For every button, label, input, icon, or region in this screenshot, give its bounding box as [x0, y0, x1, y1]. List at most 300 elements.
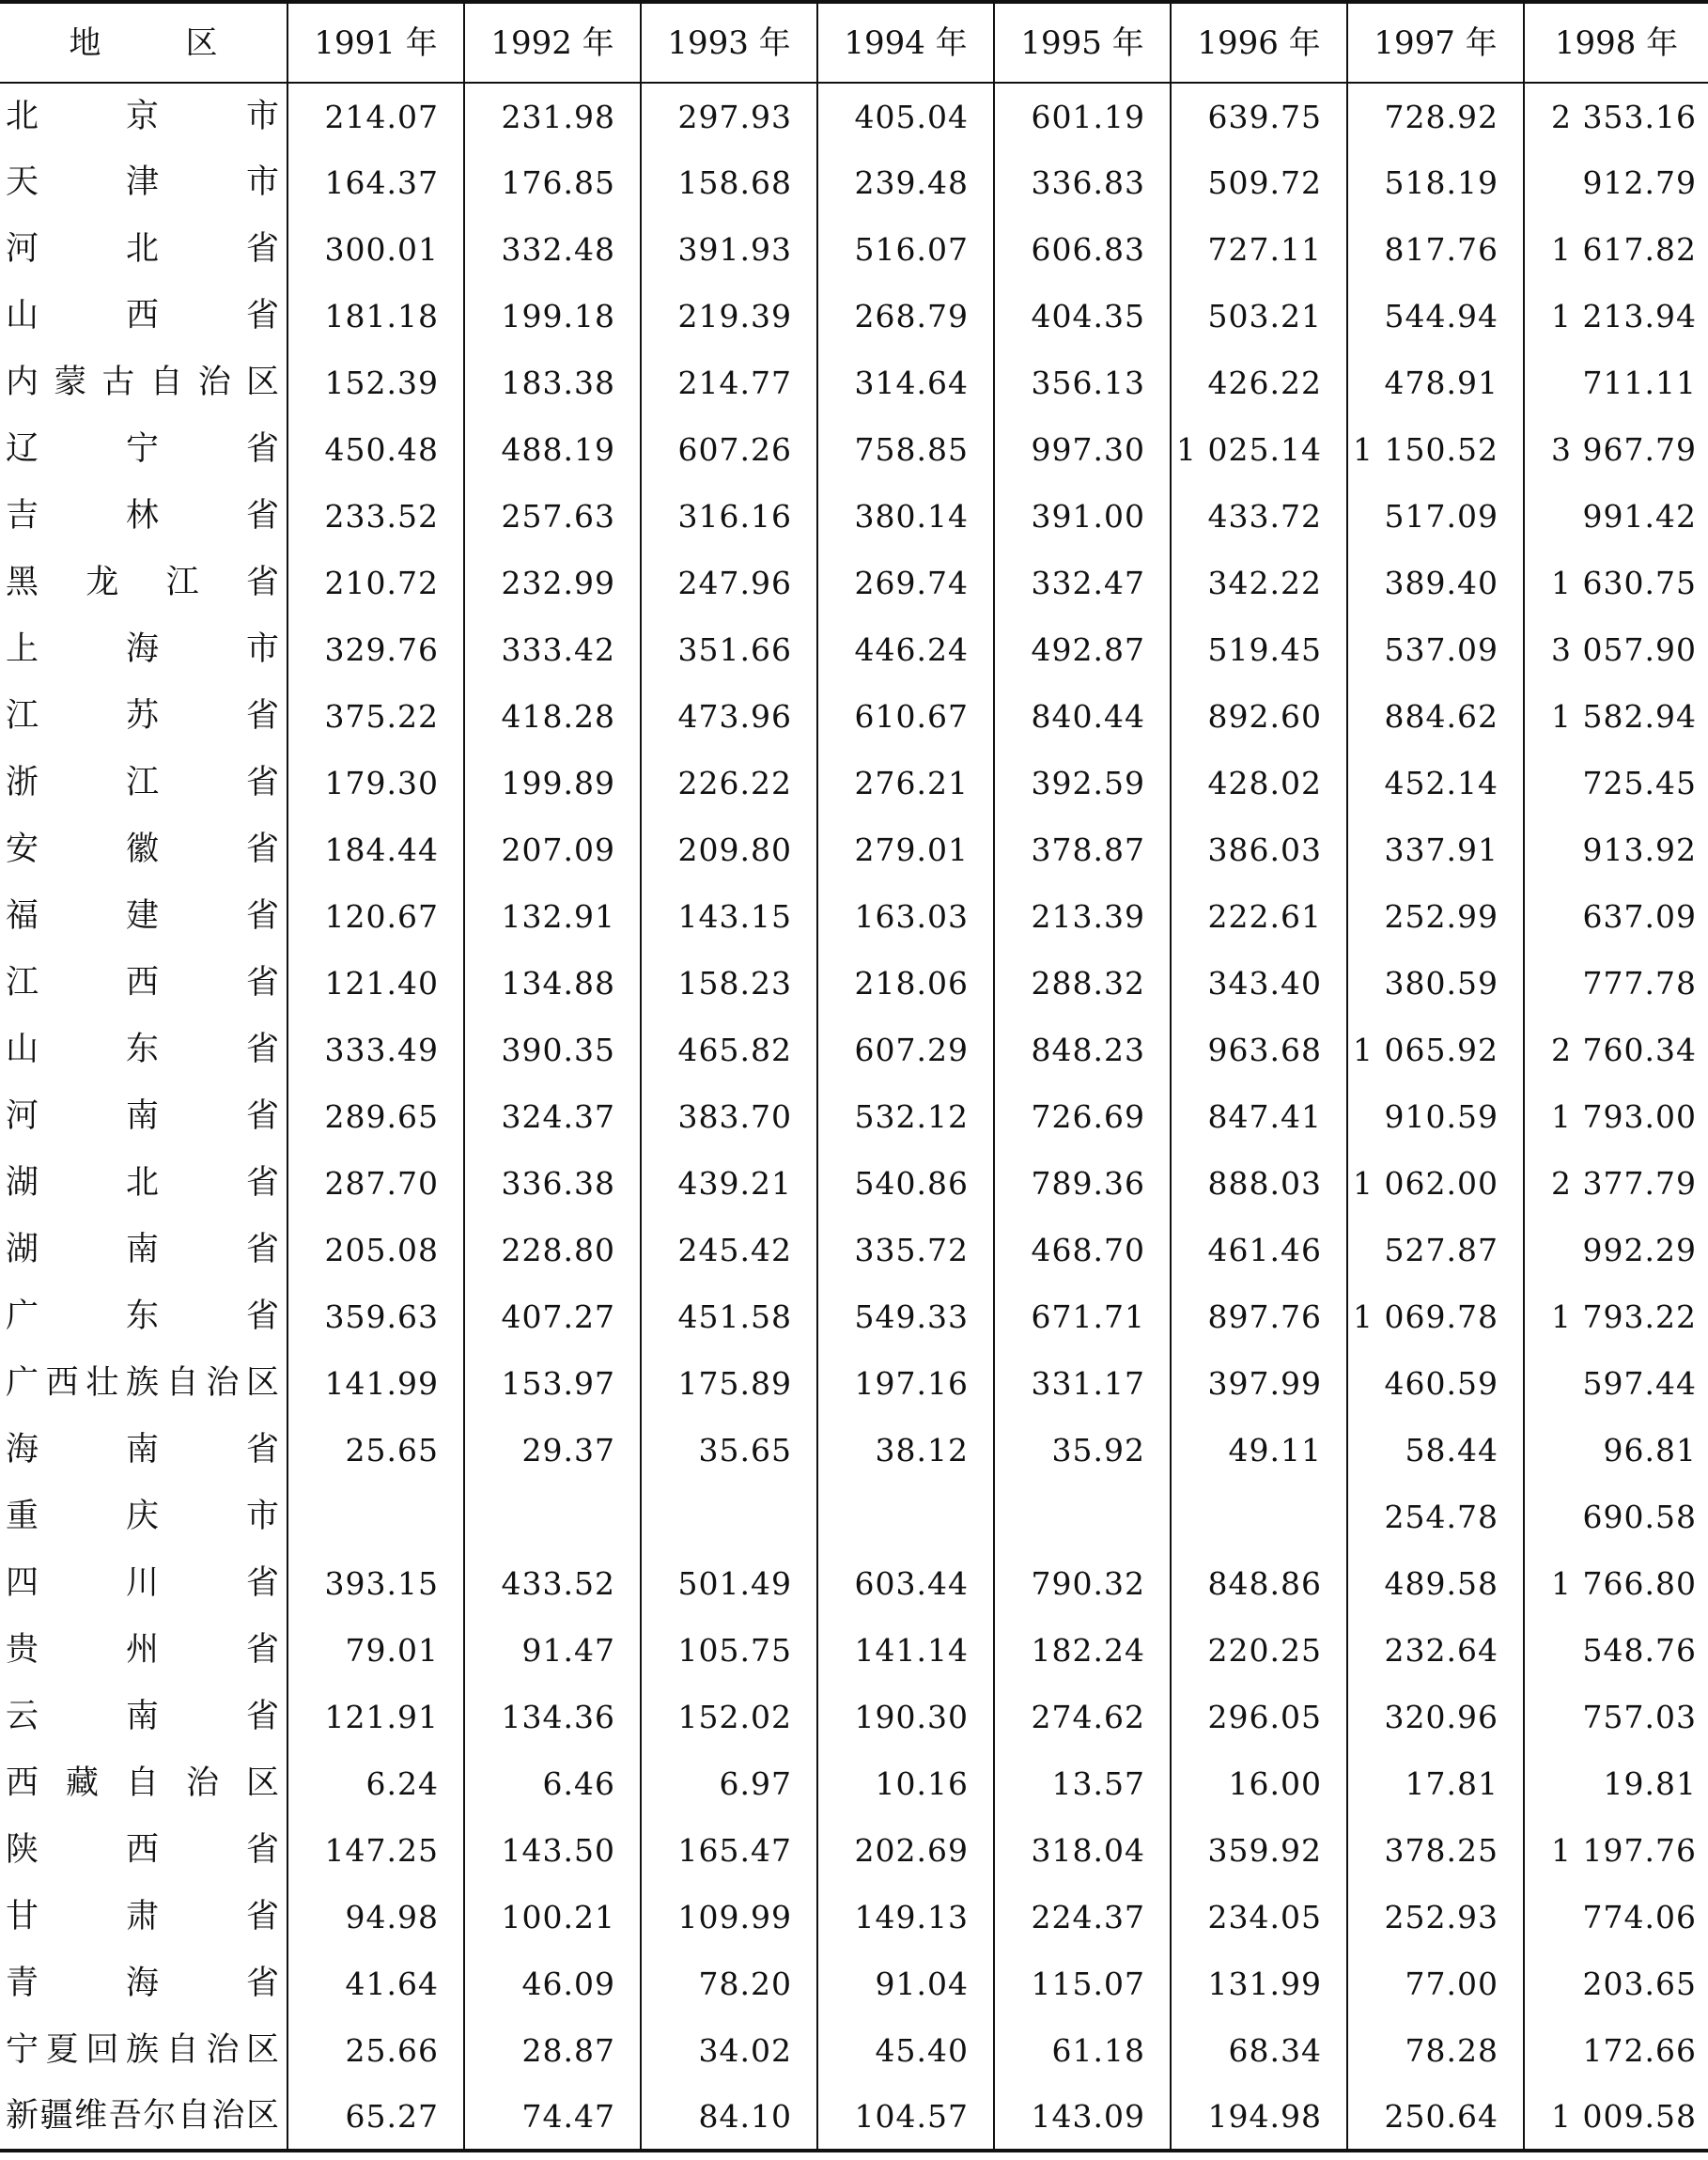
table-row — [0, 1550, 1708, 1617]
value-cell: 758.85 — [817, 416, 994, 483]
value-cell: 25.65 — [287, 1417, 464, 1484]
table-body — [0, 83, 1708, 2151]
value-cell: 68.34 — [1171, 2017, 1347, 2084]
year-column-header: 1991 年 — [287, 2, 464, 83]
value-cell: 848.23 — [994, 1017, 1171, 1083]
value-cell: 245.42 — [641, 1217, 817, 1283]
value-cell: 359.92 — [1171, 1817, 1347, 1884]
table-row — [0, 350, 1708, 416]
value-cell: 231.98 — [464, 83, 641, 149]
value-cell: 847.41 — [1171, 1083, 1347, 1150]
value-cell: 840.44 — [994, 683, 1171, 750]
value-cell: 197.16 — [817, 1350, 994, 1417]
value-cell: 426.22 — [1171, 350, 1347, 416]
value-cell: 41.64 — [287, 1950, 464, 2017]
value-cell: 143.15 — [641, 883, 817, 950]
value-cell: 997.30 — [994, 416, 1171, 483]
table-row — [0, 750, 1708, 816]
value-cell: 104.57 — [817, 2084, 994, 2151]
value-cell — [464, 1484, 641, 1550]
value-cell: 336.83 — [994, 149, 1171, 216]
value-cell: 375.22 — [287, 683, 464, 750]
value-cell: 992.29 — [1524, 1217, 1708, 1283]
value-cell: 518.19 — [1347, 149, 1524, 216]
value-cell: 509.72 — [1171, 149, 1347, 216]
value-cell — [641, 1484, 817, 1550]
value-cell: 727.11 — [1171, 216, 1347, 283]
value-cell: 492.87 — [994, 616, 1171, 683]
region-name-cell: 黑龙江省 — [6, 564, 279, 601]
value-cell: 468.70 — [994, 1217, 1171, 1283]
table-row — [0, 1617, 1708, 1684]
value-cell: 1 793.22 — [1524, 1283, 1708, 1350]
value-cell: 517.09 — [1347, 483, 1524, 550]
value-cell: 389.40 — [1347, 550, 1524, 616]
table-row — [0, 483, 1708, 550]
value-cell: 300.01 — [287, 216, 464, 283]
value-cell: 115.07 — [994, 1950, 1171, 2017]
value-cell: 335.72 — [817, 1217, 994, 1283]
table-row — [0, 2084, 1708, 2151]
value-cell: 232.64 — [1347, 1617, 1524, 1684]
region-name-cell: 辽宁省 — [6, 430, 279, 468]
value-cell: 121.91 — [287, 1684, 464, 1750]
value-cell: 1 025.14 — [1171, 416, 1347, 483]
value-cell: 35.92 — [994, 1417, 1171, 1484]
value-cell: 991.42 — [1524, 483, 1708, 550]
table-row — [0, 1684, 1708, 1750]
value-cell: 380.59 — [1347, 950, 1524, 1017]
value-cell: 404.35 — [994, 283, 1171, 350]
value-cell: 532.12 — [817, 1083, 994, 1150]
value-cell: 601.19 — [994, 83, 1171, 149]
value-cell: 257.63 — [464, 483, 641, 550]
table-row — [0, 283, 1708, 350]
value-cell: 1 213.94 — [1524, 283, 1708, 350]
table-row — [0, 1017, 1708, 1083]
table-row — [0, 1350, 1708, 1417]
value-cell: 478.91 — [1347, 350, 1524, 416]
value-cell: 13.57 — [994, 1750, 1171, 1817]
value-cell: 848.86 — [1171, 1550, 1347, 1617]
value-cell: 318.04 — [994, 1817, 1171, 1884]
table-row — [0, 1417, 1708, 1484]
value-cell: 711.11 — [1524, 350, 1708, 416]
value-cell: 190.30 — [817, 1684, 994, 1750]
value-cell: 324.37 — [464, 1083, 641, 1150]
value-cell: 91.04 — [817, 1950, 994, 2017]
value-cell: 342.22 — [1171, 550, 1347, 616]
value-cell: 332.47 — [994, 550, 1171, 616]
value-cell: 726.69 — [994, 1083, 1171, 1150]
region-name-cell: 广东省 — [6, 1298, 279, 1335]
value-cell: 183.38 — [464, 350, 641, 416]
table-row — [0, 550, 1708, 616]
value-cell: 1 069.78 — [1347, 1283, 1524, 1350]
year-column-header: 1994 年 — [817, 2, 994, 83]
value-cell: 165.47 — [641, 1817, 817, 1884]
value-cell: 897.76 — [1171, 1283, 1347, 1350]
value-cell: 268.79 — [817, 283, 994, 350]
year-column-header: 1995 年 — [994, 2, 1171, 83]
value-cell: 1 630.75 — [1524, 550, 1708, 616]
value-cell: 549.33 — [817, 1283, 994, 1350]
value-cell: 131.99 — [1171, 1950, 1347, 2017]
value-cell: 380.14 — [817, 483, 994, 550]
value-cell: 134.36 — [464, 1684, 641, 1750]
value-cell: 158.68 — [641, 149, 817, 216]
value-cell: 329.76 — [287, 616, 464, 683]
value-cell: 46.09 — [464, 1950, 641, 2017]
value-cell: 912.79 — [1524, 149, 1708, 216]
value-cell: 391.00 — [994, 483, 1171, 550]
region-name-cell: 河北省 — [6, 230, 279, 268]
value-cell: 224.37 — [994, 1884, 1171, 1950]
value-cell: 153.97 — [464, 1350, 641, 1417]
value-cell: 433.52 — [464, 1550, 641, 1617]
value-cell: 1 062.00 — [1347, 1150, 1524, 1217]
value-cell: 228.80 — [464, 1217, 641, 1283]
value-cell: 336.38 — [464, 1150, 641, 1217]
region-name-cell: 西藏自治区 — [6, 1764, 279, 1802]
region-header-char-2: 区 — [185, 23, 218, 62]
value-cell: 383.70 — [641, 1083, 817, 1150]
region-name-cell: 北京市 — [6, 97, 279, 135]
table-row — [0, 1217, 1708, 1283]
value-cell: 637.09 — [1524, 883, 1708, 950]
value-cell: 1 793.00 — [1524, 1083, 1708, 1150]
value-cell: 164.37 — [287, 149, 464, 216]
value-cell: 250.64 — [1347, 2084, 1524, 2151]
value-cell: 6.97 — [641, 1750, 817, 1817]
value-cell: 757.03 — [1524, 1684, 1708, 1750]
value-cell: 74.47 — [464, 2084, 641, 2151]
value-cell: 450.48 — [287, 416, 464, 483]
value-cell: 279.01 — [817, 816, 994, 883]
value-cell: 473.96 — [641, 683, 817, 750]
value-cell: 287.70 — [287, 1150, 464, 1217]
value-cell — [1171, 1484, 1347, 1550]
value-cell: 218.06 — [817, 950, 994, 1017]
value-cell: 606.83 — [994, 216, 1171, 283]
value-cell: 2 353.16 — [1524, 83, 1708, 149]
value-cell: 176.85 — [464, 149, 641, 216]
value-cell: 333.42 — [464, 616, 641, 683]
value-cell: 544.94 — [1347, 283, 1524, 350]
value-cell: 207.09 — [464, 816, 641, 883]
value-cell: 465.82 — [641, 1017, 817, 1083]
value-cell: 884.62 — [1347, 683, 1524, 750]
value-cell: 247.96 — [641, 550, 817, 616]
value-cell: 439.21 — [641, 1150, 817, 1217]
value-cell: 777.78 — [1524, 950, 1708, 1017]
value-cell: 79.01 — [287, 1617, 464, 1684]
region-name-cell: 湖北省 — [6, 1164, 279, 1202]
value-cell: 203.65 — [1524, 1950, 1708, 2017]
value-cell: 1 009.58 — [1524, 2084, 1708, 2151]
value-cell: 963.68 — [1171, 1017, 1347, 1083]
value-cell: 214.07 — [287, 83, 464, 149]
value-cell: 537.09 — [1347, 616, 1524, 683]
region-name-cell: 安徽省 — [6, 831, 279, 868]
value-cell: 120.67 — [287, 883, 464, 950]
table-row — [0, 416, 1708, 483]
value-cell: 1 617.82 — [1524, 216, 1708, 283]
value-cell: 1 582.94 — [1524, 683, 1708, 750]
value-cell: 428.02 — [1171, 750, 1347, 816]
value-cell: 489.58 — [1347, 1550, 1524, 1617]
value-cell: 226.22 — [641, 750, 817, 816]
value-cell: 331.17 — [994, 1350, 1171, 1417]
value-cell: 141.14 — [817, 1617, 994, 1684]
value-cell: 359.63 — [287, 1283, 464, 1350]
value-cell: 527.87 — [1347, 1217, 1524, 1283]
region-name-cell: 陕西省 — [6, 1831, 279, 1869]
value-cell: 639.75 — [1171, 83, 1347, 149]
table-row — [0, 616, 1708, 683]
value-cell: 274.62 — [994, 1684, 1171, 1750]
value-cell: 182.24 — [994, 1617, 1171, 1684]
region-name-cell: 湖南省 — [6, 1231, 279, 1268]
value-cell: 332.48 — [464, 216, 641, 283]
value-cell: 540.86 — [817, 1150, 994, 1217]
value-cell: 607.26 — [641, 416, 817, 483]
region-name-cell: 山西省 — [6, 297, 279, 334]
value-cell: 158.23 — [641, 950, 817, 1017]
value-cell: 121.40 — [287, 950, 464, 1017]
value-cell: 817.76 — [1347, 216, 1524, 283]
value-cell: 351.66 — [641, 616, 817, 683]
value-cell — [287, 1484, 464, 1550]
value-cell: 19.81 — [1524, 1750, 1708, 1817]
value-cell: 386.03 — [1171, 816, 1347, 883]
table-row — [0, 883, 1708, 950]
value-cell: 690.58 — [1524, 1484, 1708, 1550]
value-cell: 433.72 — [1171, 483, 1347, 550]
value-cell: 35.65 — [641, 1417, 817, 1484]
value-cell: 181.18 — [287, 283, 464, 350]
value-cell: 78.28 — [1347, 2017, 1524, 2084]
value-cell: 16.00 — [1171, 1750, 1347, 1817]
region-name-cell: 青海省 — [6, 1965, 279, 2002]
value-cell: 548.76 — [1524, 1617, 1708, 1684]
value-cell: 289.65 — [287, 1083, 464, 1150]
value-cell: 49.11 — [1171, 1417, 1347, 1484]
value-cell: 143.09 — [994, 2084, 1171, 2151]
table-row — [0, 149, 1708, 216]
value-cell: 252.99 — [1347, 883, 1524, 950]
value-cell: 516.07 — [817, 216, 994, 283]
value-cell: 143.50 — [464, 1817, 641, 1884]
value-cell: 65.27 — [287, 2084, 464, 2151]
value-cell: 134.88 — [464, 950, 641, 1017]
value-cell: 213.39 — [994, 883, 1171, 950]
value-cell: 446.24 — [817, 616, 994, 683]
region-name-cell: 山东省 — [6, 1031, 279, 1068]
value-cell: 316.16 — [641, 483, 817, 550]
table-row — [0, 1750, 1708, 1817]
value-cell: 94.98 — [287, 1884, 464, 1950]
value-cell: 233.52 — [287, 483, 464, 550]
value-cell: 254.78 — [1347, 1484, 1524, 1550]
table-row — [0, 683, 1708, 750]
value-cell: 132.91 — [464, 883, 641, 950]
value-cell: 296.05 — [1171, 1684, 1347, 1750]
value-cell: 141.99 — [287, 1350, 464, 1417]
value-cell: 194.98 — [1171, 2084, 1347, 2151]
value-cell: 210.72 — [287, 550, 464, 616]
value-cell: 34.02 — [641, 2017, 817, 2084]
value-cell: 333.49 — [287, 1017, 464, 1083]
region-name-cell: 四川省 — [6, 1564, 279, 1602]
region-name-cell: 宁夏回族自治区 — [6, 2031, 279, 2069]
value-cell: 269.74 — [817, 550, 994, 616]
value-cell: 451.58 — [641, 1283, 817, 1350]
value-cell: 214.77 — [641, 350, 817, 416]
region-header-char-1: 地 — [69, 23, 101, 62]
region-name-cell: 江西省 — [6, 964, 279, 1002]
value-cell: 789.36 — [994, 1150, 1171, 1217]
value-cell: 10.16 — [817, 1750, 994, 1817]
region-name-cell: 内蒙古自治区 — [6, 364, 279, 401]
value-cell: 671.71 — [994, 1283, 1171, 1350]
region-name-cell: 新疆维吾尔自治区 — [0, 2084, 287, 2151]
table-header — [0, 2, 1708, 83]
table-row — [0, 2017, 1708, 2084]
value-cell: 392.59 — [994, 750, 1171, 816]
region-name-cell: 海南省 — [6, 1431, 279, 1468]
value-cell: 205.08 — [287, 1217, 464, 1283]
table-row — [0, 1884, 1708, 1950]
value-cell: 29.37 — [464, 1417, 641, 1484]
value-cell: 25.66 — [287, 2017, 464, 2084]
value-cell: 239.48 — [817, 149, 994, 216]
region-name-cell: 甘肃省 — [6, 1898, 279, 1935]
value-cell — [817, 1484, 994, 1550]
value-cell: 84.10 — [641, 2084, 817, 2151]
value-cell: 603.44 — [817, 1550, 994, 1617]
value-cell: 1 065.92 — [1347, 1017, 1524, 1083]
table-row — [0, 216, 1708, 283]
value-cell: 314.64 — [817, 350, 994, 416]
value-cell: 1 197.76 — [1524, 1817, 1708, 1884]
value-cell: 337.91 — [1347, 816, 1524, 883]
value-cell: 910.59 — [1347, 1083, 1524, 1150]
value-cell: 888.03 — [1171, 1150, 1347, 1217]
region-name-cell: 云南省 — [6, 1698, 279, 1735]
value-cell: 45.40 — [817, 2017, 994, 2084]
value-cell: 209.80 — [641, 816, 817, 883]
value-cell: 234.05 — [1171, 1884, 1347, 1950]
value-cell: 96.81 — [1524, 1417, 1708, 1484]
value-cell: 774.06 — [1524, 1884, 1708, 1950]
value-cell: 501.49 — [641, 1550, 817, 1617]
value-cell: 179.30 — [287, 750, 464, 816]
value-cell: 356.13 — [994, 350, 1171, 416]
value-cell: 405.04 — [817, 83, 994, 149]
value-cell: 147.25 — [287, 1817, 464, 1884]
value-cell: 461.46 — [1171, 1217, 1347, 1283]
table-row — [0, 1950, 1708, 2017]
year-column-header: 1997 年 — [1347, 2, 1524, 83]
table-row — [0, 83, 1708, 149]
value-cell: 397.99 — [1171, 1350, 1347, 1417]
region-name-cell: 河南省 — [6, 1097, 279, 1135]
region-name-cell: 江苏省 — [6, 697, 279, 735]
region-name-cell: 吉林省 — [6, 497, 279, 535]
value-cell: 725.45 — [1524, 750, 1708, 816]
value-cell: 3 967.79 — [1524, 416, 1708, 483]
value-cell: 38.12 — [817, 1417, 994, 1484]
value-cell: 460.59 — [1347, 1350, 1524, 1417]
value-cell: 172.66 — [1524, 2017, 1708, 2084]
table-row — [0, 1083, 1708, 1150]
value-cell: 232.99 — [464, 550, 641, 616]
year-column-header: 1993 年 — [641, 2, 817, 83]
year-column-header: 1996 年 — [1171, 2, 1347, 83]
value-cell: 100.21 — [464, 1884, 641, 1950]
value-cell: 220.25 — [1171, 1617, 1347, 1684]
value-cell: 78.20 — [641, 1950, 817, 2017]
value-cell: 378.87 — [994, 816, 1171, 883]
region-column-header — [0, 2, 287, 83]
value-cell: 390.35 — [464, 1017, 641, 1083]
value-cell: 105.75 — [641, 1617, 817, 1684]
value-cell: 288.32 — [994, 950, 1171, 1017]
value-cell: 2 377.79 — [1524, 1150, 1708, 1217]
value-cell: 199.89 — [464, 750, 641, 816]
table-row — [0, 816, 1708, 883]
value-cell: 519.45 — [1171, 616, 1347, 683]
value-cell: 202.69 — [817, 1817, 994, 1884]
value-cell: 163.03 — [817, 883, 994, 950]
table-row — [0, 1484, 1708, 1550]
table-row — [0, 1283, 1708, 1350]
table-row — [0, 1817, 1708, 1884]
year-column-header: 1992 年 — [464, 2, 641, 83]
value-cell: 391.93 — [641, 216, 817, 283]
region-name-cell: 浙江省 — [6, 764, 279, 801]
value-cell: 6.46 — [464, 1750, 641, 1817]
value-cell: 276.21 — [817, 750, 994, 816]
value-cell: 503.21 — [1171, 283, 1347, 350]
table-row — [0, 1150, 1708, 1217]
value-cell: 393.15 — [287, 1550, 464, 1617]
value-cell: 343.40 — [1171, 950, 1347, 1017]
value-cell: 149.13 — [817, 1884, 994, 1950]
value-cell: 418.28 — [464, 683, 641, 750]
header-row — [0, 2, 1708, 83]
value-cell: 3 057.90 — [1524, 616, 1708, 683]
value-cell: 488.19 — [464, 416, 641, 483]
value-cell: 199.18 — [464, 283, 641, 350]
value-cell — [994, 1484, 1171, 1550]
value-cell: 61.18 — [994, 2017, 1171, 2084]
table-row — [0, 950, 1708, 1017]
value-cell: 175.89 — [641, 1350, 817, 1417]
value-cell: 407.27 — [464, 1283, 641, 1350]
value-cell: 109.99 — [641, 1884, 817, 1950]
value-cell: 2 760.34 — [1524, 1017, 1708, 1083]
value-cell: 607.29 — [817, 1017, 994, 1083]
value-cell: 58.44 — [1347, 1417, 1524, 1484]
value-cell: 1 150.52 — [1347, 416, 1524, 483]
value-cell: 91.47 — [464, 1617, 641, 1684]
value-cell: 77.00 — [1347, 1950, 1524, 2017]
region-name-cell: 广西壮族自治区 — [6, 1364, 279, 1402]
value-cell: 184.44 — [287, 816, 464, 883]
value-cell: 222.61 — [1171, 883, 1347, 950]
